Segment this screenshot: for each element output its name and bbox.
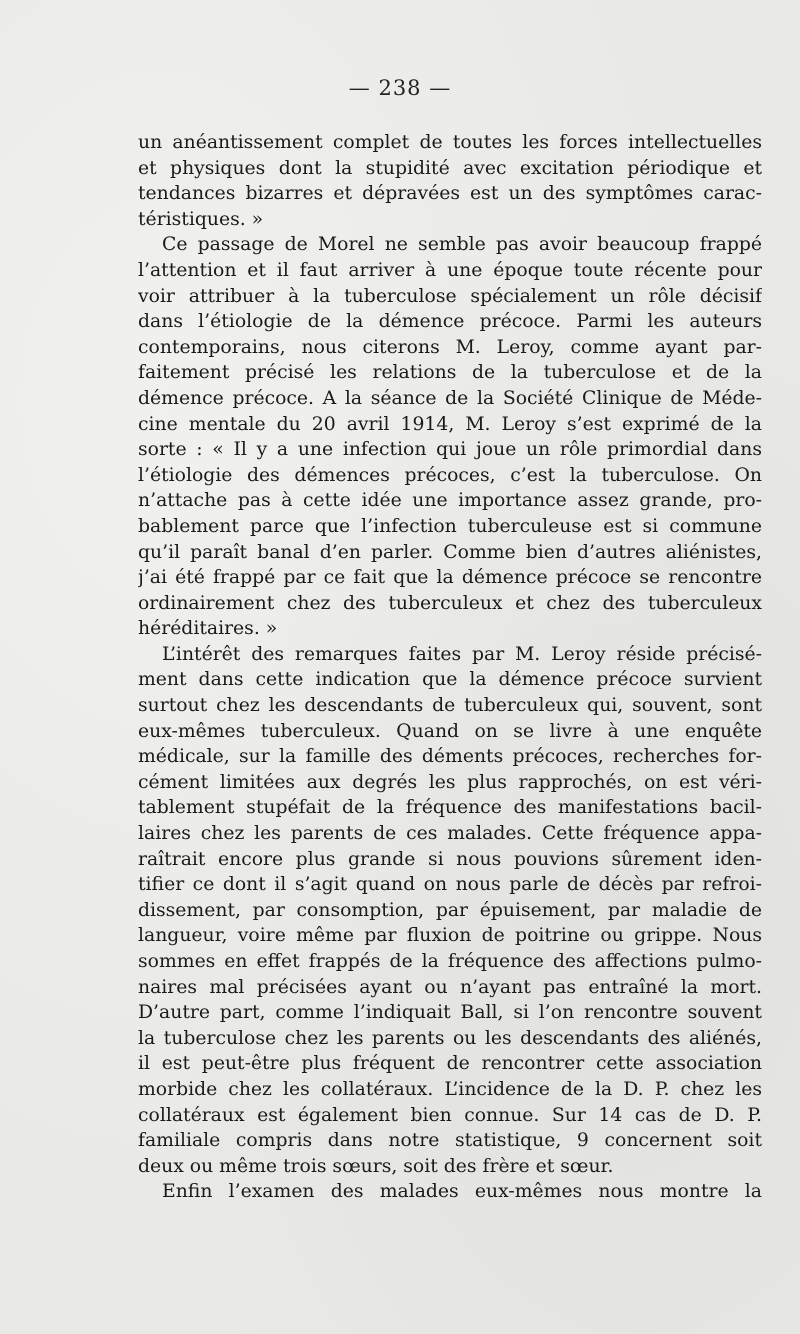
text-line: sorte : « Il y a une infection qui joue un rôle primordial dans [138, 439, 762, 461]
text-line: qu’il paraît banal d’en parler. Comme bien d’autres aliénistes, [138, 541, 762, 563]
text-line: cine mentale du 20 avril 1914, M. Leroy s’est exprimé de la [138, 413, 762, 435]
text-line: dans l’étiologie de la démence précoce. Parmi les auteurs [138, 311, 762, 333]
body-text [138, 130, 762, 1205]
text-line: voir attribuer à la tuberculose spécialement un rôle décisif [138, 285, 762, 307]
page-number: — 238 — [348, 76, 452, 100]
text-line: raîtrait encore plus grande si nous pouvions sûrement iden- [138, 848, 762, 870]
text-line: la tuberculose chez les parents ou les descendants des aliénés, [138, 1027, 762, 1049]
text-line: deux ou même trois sœurs, soit des frère et sœur. [138, 1155, 614, 1177]
text-line: surtout chez les descendants de tuberculeux qui, souvent, sont [138, 695, 762, 717]
text-line: familiale compris dans notre statistique, 9 concernent soit [138, 1130, 762, 1152]
text-line: morbide chez les collatéraux. L’incidence de la D. P. chez les [138, 1078, 762, 1100]
text-line: l’attention et il faut arriver à une époque toute récente pour [138, 259, 762, 281]
text-line: j’ai été frappé par ce fait que la démence précoce se rencontre [138, 567, 762, 589]
text-line: laires chez les parents de ces malades. Cette fréquence appa- [138, 823, 762, 845]
text-line: il est peut-être plus fréquent de rencontrer cette association [138, 1053, 762, 1075]
text-line: bablement parce que l’infection tuberculeuse est si commune [138, 515, 762, 537]
text-line: sommes en effet frappés de la fréquence des affections pulmo- [138, 951, 762, 972]
text-line: héréditaires. » [138, 618, 278, 640]
text-line: ment dans cette indication que la démence précoce survient [138, 669, 762, 691]
text-line: collatéraux est également bien connue. Sur 14 cas de D. P. [138, 1104, 762, 1126]
text-line: faitement précisé les relations de la tuberculose et de la [138, 362, 762, 384]
text-line: eux-mêmes tuberculeux. Quand on se livre à une enquête [138, 720, 762, 742]
text-line: dissement, par consomption, par épuisement, par maladie de [138, 899, 762, 921]
text-line: D’autre part, comme l’indiquait Ball, si l’on rencontre souvent [138, 1002, 762, 1024]
text-line: langueur, voire même par fluxion de poitrine ou grippe. Nous [138, 925, 762, 947]
text-line: un anéantissement complet de toutes les forces intellectuelles [138, 132, 762, 153]
text-line: médicale, sur la famille des déments précoces, recherches for- [138, 746, 762, 768]
text-line: tendances bizarres et dépravées est un des symptômes carac- [138, 183, 762, 205]
text-line: tablement stupéfait de la fréquence des manifestations bacil- [138, 797, 762, 819]
text-line: démence précoce. A la séance de la Société Clinique de Méde- [138, 387, 762, 409]
text-line: tifier ce dont il s’agit quand on nous parle de décès par refroi- [138, 874, 762, 896]
text-line: cément limitées aux degrés les plus rapprochés, on est véri- [138, 771, 762, 793]
text-line: l’étiologie des démences précoces, c’est la tuberculose. On [138, 464, 762, 486]
text-line: contemporains, nous citerons M. Leroy, comme ayant par- [138, 336, 762, 358]
text-line: Ce passage de Morel ne semble pas avoir beaucoup frappé [162, 234, 762, 256]
text-line: L’intérêt des remarques faites par M. Leroy réside précisé- [162, 643, 762, 665]
text-line: ordinairement chez des tuberculeux et chez des tuberculeux [138, 592, 762, 614]
text-line: téristiques. » [138, 208, 264, 230]
text-line: et physiques dont la stupidité avec excitation périodique et [138, 157, 762, 179]
text-line: n’attache pas à cette idée une importance assez grande, pro- [138, 490, 762, 512]
text-line: Enfin l’examen des malades eux-mêmes nous montre la [162, 1181, 762, 1203]
text-line: naires mal précisées ayant ou n’ayant pas entraîné la mort. [138, 976, 762, 998]
